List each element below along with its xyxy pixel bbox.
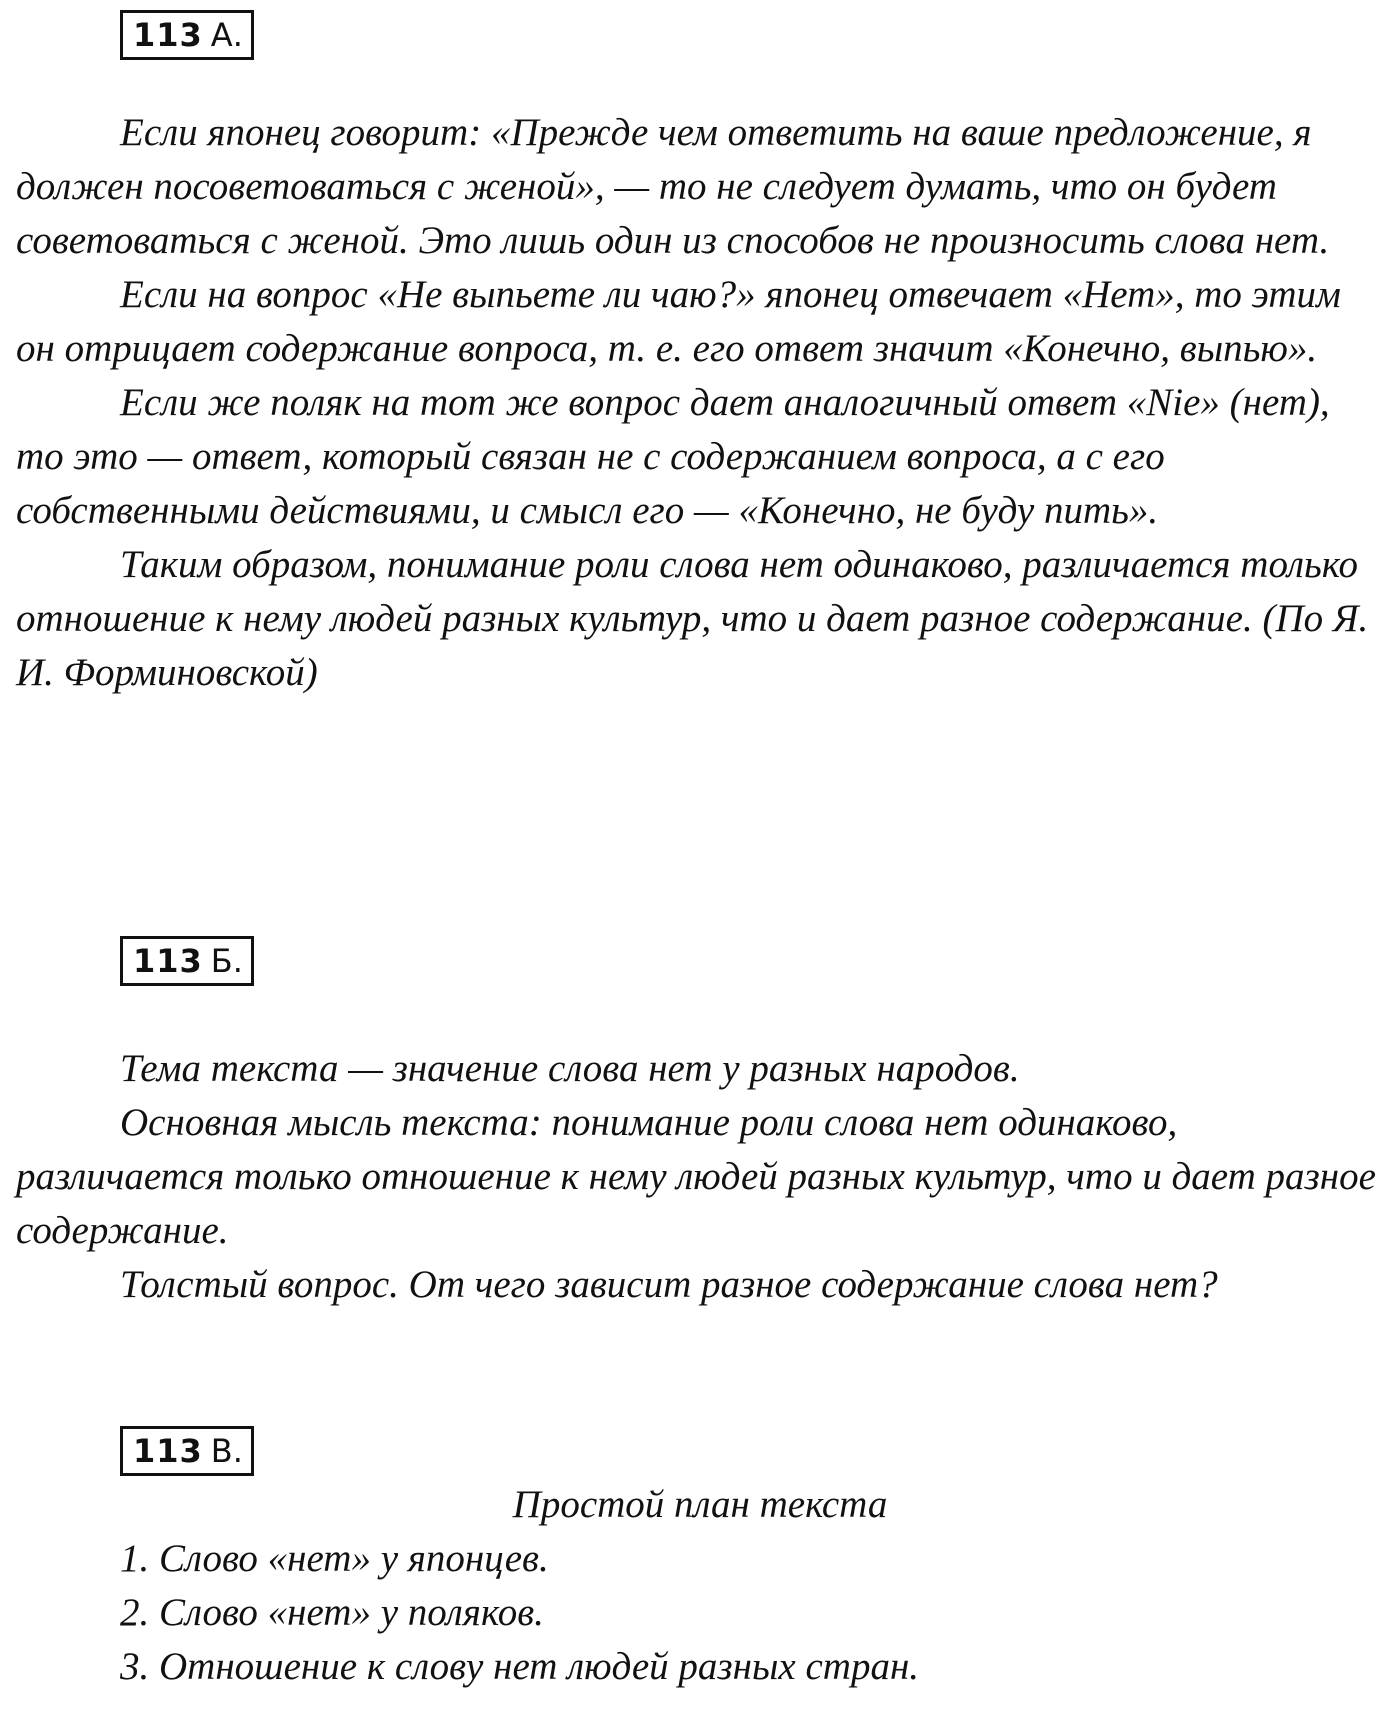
plan-title: Простой план текста	[512, 1483, 888, 1526]
task-letter: В.	[210, 1432, 243, 1470]
plan-item: 3. Отношение к слову нет людей разных стран.	[120, 1645, 920, 1688]
paragraph: Толстый вопрос. От чего зависит разное содержание слова нет?	[120, 1263, 1218, 1306]
section-b-text	[16, 1042, 1386, 1312]
paragraph: Тема текста — значение слова нет у разных народов.	[120, 1047, 1020, 1090]
paragraph: Если на вопрос «Не выпьете ли чаю?» японец отвечает «Нет», то этим он отрицает содержание вопроса, т. е. его ответ значит «Конечно, выпью».	[16, 273, 1341, 370]
plan-item: 1. Слово «нет» у японцев.	[120, 1537, 549, 1580]
paragraph: Основная мысль текста: понимание роли слова нет одинаково, различается только отношение к нему людей разных культур, что и дает разное содержание.	[16, 1101, 1376, 1252]
task-badge-a	[120, 10, 254, 60]
plan-item: 2. Слово «нет» у поляков.	[120, 1591, 544, 1634]
task-badge-v	[120, 1426, 254, 1476]
paragraph: Если же поляк на тот же вопрос дает аналогичный ответ «Nie» (нет), то это — ответ, который связан не с содержанием вопроса, а с его собственными действиями, и смысл его — «Конечно, не буду пить».	[16, 381, 1330, 532]
task-number: 113	[133, 942, 203, 980]
task-letter: А.	[210, 16, 243, 54]
plan-list	[120, 1532, 1380, 1694]
section-a-text	[16, 106, 1386, 700]
paragraph: Таким образом, понимание роли слова нет одинаково, различается только отношение к нему людей разных культур, что и дает разное содержание. (По Я. И. Форминовской)	[16, 543, 1369, 694]
task-letter: Б.	[210, 942, 243, 980]
task-number: 113	[133, 1432, 203, 1470]
task-number: 113	[133, 16, 203, 54]
paragraph: Если японец говорит: «Прежде чем ответить на ваше предложение, я должен посоветоваться с женой», — то не следует думать, что он будет советоваться с женой. Это лишь один из способов не произносить слова нет.	[16, 111, 1330, 262]
task-badge-b	[120, 936, 254, 986]
